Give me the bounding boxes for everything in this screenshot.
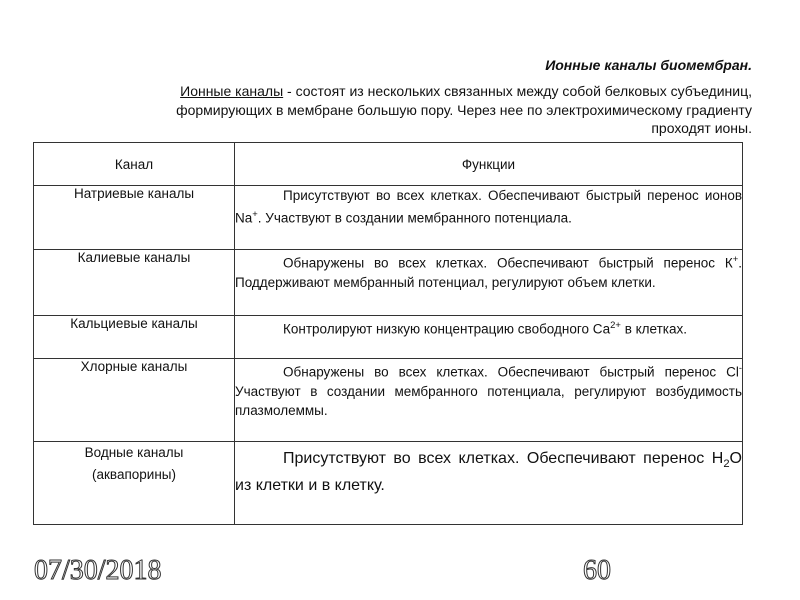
channel-name-potassium: Калиевые каналы — [34, 250, 235, 316]
channel-function-calcium: Контролируют низкую концентрацию свободного $Са^{2+}$ в клетках. — [235, 316, 743, 359]
channel-name-chloride: Хлорные каналы — [34, 359, 235, 442]
channel-name-calcium: Кальциевые каналы — [34, 316, 235, 359]
table-row — [34, 359, 743, 442]
table-row — [34, 442, 743, 525]
channel-function-sodium: Присутствуют во всех клетках. Обеспечивают быстрый перенос ионов Na+. Участвуют в создании мембранного потенциала. — [235, 186, 743, 250]
ion-channels-table — [33, 142, 750, 525]
channel-name-sodium: Натриевые каналы — [34, 186, 235, 250]
channel-function-chloride: Обнаружены во всех клетках. Обеспечивают быстрый перенос Cl- Участвуют в создании мембранного потенциала, регулируют возбудимость плазмолеммы. — [235, 359, 743, 442]
footer-date: 07/30/2018 — [34, 555, 162, 586]
header-channel: Канал — [34, 143, 235, 186]
intro-term: Ионные каналы — [180, 83, 284, 99]
header-functions: Функции — [235, 143, 743, 186]
slide-title: Ионные каналы биомембран. — [545, 57, 752, 73]
intro-paragraph — [130, 82, 752, 138]
channel-name-water: Водные каналы (аквапорины) — [34, 442, 235, 525]
table-row — [34, 316, 743, 359]
channel-function-potassium: Обнаружены во всех клетках. Обеспечивают быстрый перенос К+. Поддерживают мембранный потенциал, регулируют объем клетки. — [235, 250, 743, 316]
table-row — [34, 250, 743, 316]
page-number: 60 — [583, 555, 611, 586]
table-row — [34, 186, 743, 250]
table-header-row — [34, 143, 743, 186]
intro-text: - состоят из нескольких связанных между собой белковых субъединиц, формирующих в мембране большую пору. Через нее по электрохимическому градиенту проходят ионы. — [176, 83, 752, 136]
channel-function-water: Присутствуют во всех клетках. Обеспечивают перенос $Н_2О$ из клетки и в клетку. — [235, 442, 743, 525]
